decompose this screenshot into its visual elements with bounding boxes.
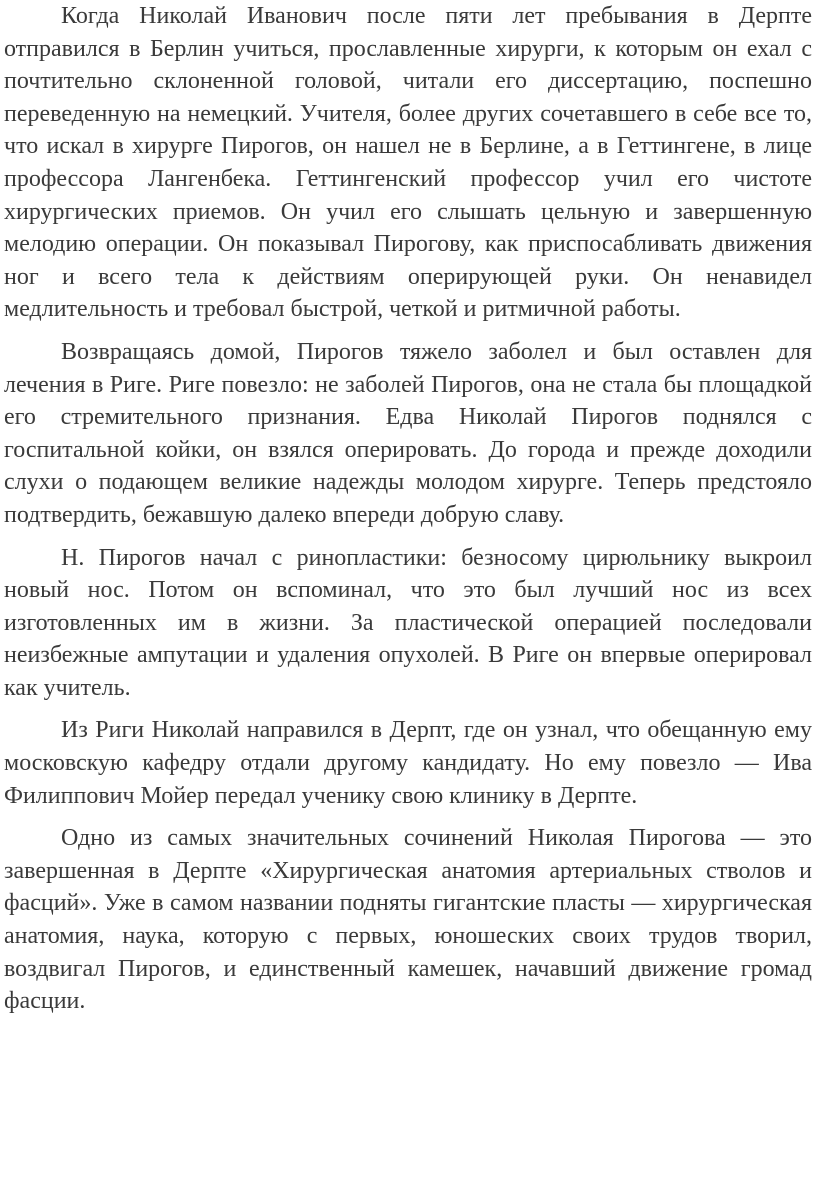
paragraph-2: Возвращаясь домой, Пирогов тяжело заболел и был оставлен для лечения в Риге. Риге повезло: не заболей Пирогов, она не стала бы площадкой его стремительного признания. Едва Николай Пирогов поднялся с госпитальной койки, он взялся оперировать. До города и прежде доходили слухи о подающем великие надежды молодом хирурге. Теперь предстояло подтвердить, бежавшую далеко впереди добрую славу. (4, 338, 812, 528)
paragraph-1: Когда Николай Иванович после пяти лет пребывания в Дерпте отправился в Берлин учиться, прославленные хирурги, к которым он ехал с почтительно склоненной головой, читали его диссертацию, поспешно переведенную на немецкий. Учителя, более других сочетавшего в себе все то, что искал в хирурге Пирогов, он нашел не в Берлине, а в Геттингене, в лице профессора Лангенбека. Геттингенский профессор учил его чистоте хирургических приемов. Он учил его слышать цельную и завершенную мелодию операции. Он показывал Пирогову, как приспосабливать движения ног и всего тела к действиям оперирующей руки. Он ненавидел медлительность и требовал быстрой, четкой и ритмичной работы. (4, 3, 812, 323)
paragraph-5: Одно из самых значительных сочинений Николая Пирогова — это завершенная в Дерпте «Хирургическая анатомия артериальных стволов и фасций». Уже в самом названии подняты гигантские пласты — хирургическая анатомия, наука, которую с первых, юношеских своих трудов творил, воздвигал Пирогов, и единственный камешек, начавший движение громад фасции. (4, 825, 812, 1015)
paragraph-4: Из Риги Николай направился в Дерпт, где он узнал, что обещанную ему московскую кафедру отдали другому кандидату. Но ему повезло — Ива Филиппович Мойер передал ученику свою клинику в Дерпте. (4, 717, 812, 809)
paragraph-3: Н. Пирогов начал с ринопластики: безносому цирюльнику выкроил новый нос. Потом он вспоминал, что это был лучший нос из всех изготовленных им в жизни. За пластической операцией последовали неизбежные ампутации и удаления опухолей. В Риге он впервые оперировал как учитель. (4, 544, 812, 701)
